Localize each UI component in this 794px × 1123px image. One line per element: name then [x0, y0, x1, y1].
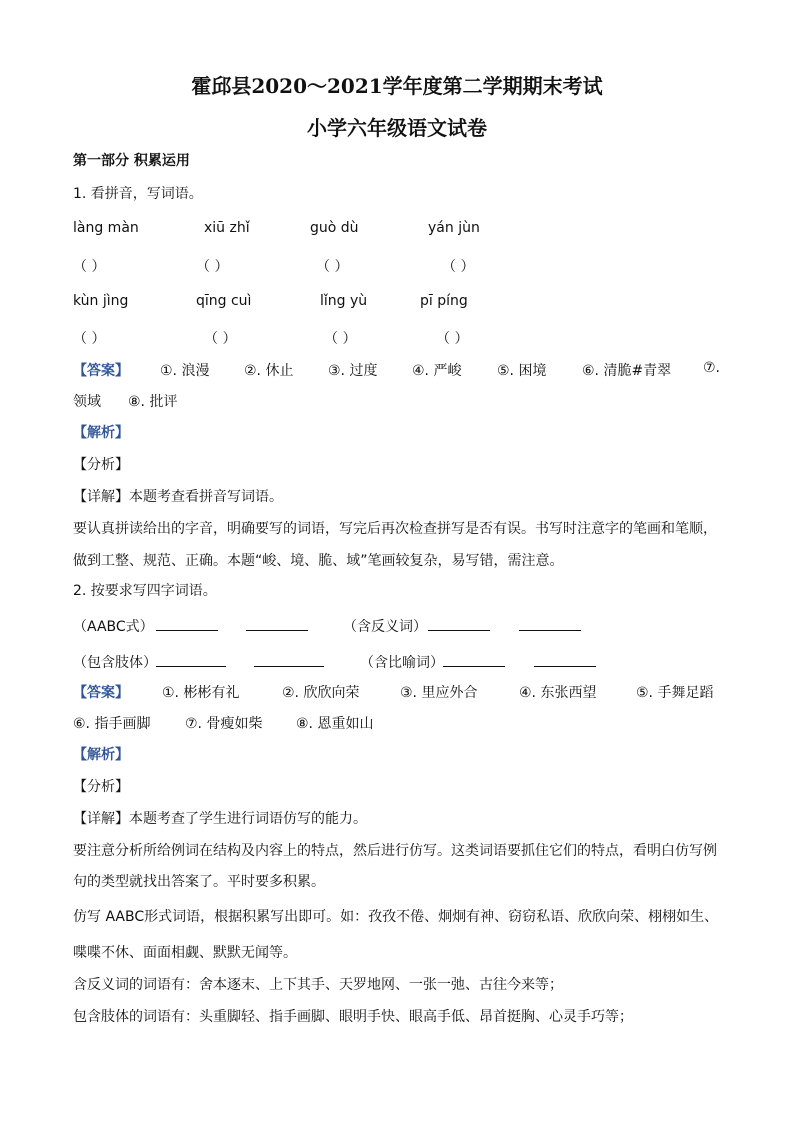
page-title: 霍邱县2020～2021学年度第二学期期末考试 [191, 74, 603, 98]
answer-paren[interactable]: （ ） [204, 331, 237, 347]
question-1-stem: 1. 看拼音，写词语。 [73, 186, 203, 202]
label-metaphor: （含比喻词） [360, 655, 444, 671]
answer-item: 领域 [73, 394, 101, 410]
answer-paren[interactable]: （ ） [196, 259, 229, 275]
answer-item: ①. 彬彬有礼 [162, 685, 240, 701]
answer-item: ⑥. 清脆#青翠 [582, 363, 672, 379]
answer-item: ③. 里应外合 [400, 685, 478, 701]
answer-blank[interactable] [534, 652, 596, 667]
answer-blank[interactable] [443, 652, 505, 667]
fenxi-label: 【分析】 [73, 779, 129, 795]
paragraph: 句的类型就找出答案了。平时要多积累。 [73, 874, 325, 890]
paragraph: 要认真拼读给出的字音，明确要写的词语，写完后再次检查拼写是否有误。书写时注意字的笔画和笔顺， [73, 521, 717, 537]
answer-item: ②. 欣欣向荣 [282, 685, 360, 701]
answer-item: ②. 休止 [244, 363, 294, 379]
detail-text: 【详解】本题考查看拼音写词语。 [73, 489, 283, 505]
fenxi-label: 【分析】 [73, 457, 129, 473]
label-antonym: （含反义词） [343, 619, 427, 635]
paragraph: 喋喋不休、面面相觑、默默无闻等。 [73, 945, 297, 961]
answer-item: ⑤. 手舞足蹈 [636, 685, 714, 701]
analysis-tag: 【解析】 [73, 425, 129, 441]
answer-blank[interactable] [156, 616, 218, 631]
answer-item: ⑧. 批评 [128, 394, 178, 410]
page-subtitle: 小学六年级语文试卷 [307, 116, 487, 140]
answer-item: ④. 东张西望 [519, 685, 597, 701]
paragraph: 做到工整、规范、正确。本题“峻、境、脆、域”笔画较复杂，易写错，需注意。 [73, 553, 564, 569]
pinyin-item: guò dù [310, 220, 359, 236]
pinyin-item: lǐng yù [320, 293, 368, 309]
pinyin-item: qīng cuì [196, 293, 252, 309]
paragraph: 仿写 AABC形式词语，根据积累写出即可。如：孜孜不倦、炯炯有神、窃窃私语、欣欣向荣、栩栩如生、 [73, 909, 719, 925]
pinyin-item: kùn jìng [73, 293, 129, 309]
answer-blank[interactable] [246, 616, 308, 631]
label-aabc: （AABC式） [73, 619, 154, 635]
pinyin-item: làng màn [73, 220, 139, 236]
answer-item: ④. 严峻 [412, 363, 462, 379]
answer-item: ⑧. 恩重如山 [296, 716, 374, 732]
pinyin-item: yán jùn [428, 220, 480, 236]
paragraph: 包含肢体的词语有：头重脚轻、指手画脚、眼明手快、眼高手低、昂首挺胸、心灵手巧等； [73, 1009, 633, 1025]
answer-tag: 【答案】 [73, 363, 129, 379]
pinyin-item: xiū zhǐ [204, 220, 250, 236]
answer-paren[interactable]: （ ） [324, 331, 357, 347]
answer-blank[interactable] [428, 616, 490, 631]
answer-paren[interactable]: （ ） [316, 259, 349, 275]
label-body: （包含肢体） [73, 655, 157, 671]
answer-paren[interactable]: （ ） [436, 331, 469, 347]
answer-paren[interactable]: （ ） [73, 331, 106, 347]
answer-blank[interactable] [519, 616, 581, 631]
answer-item: ⑤. 困境 [497, 363, 547, 379]
answer-item: ⑥. 指手画脚 [73, 716, 151, 732]
answer-item: ⑦. 骨瘦如柴 [185, 716, 263, 732]
answer-paren[interactable]: （ ） [442, 259, 475, 275]
answer-blank[interactable] [156, 652, 226, 667]
question-2-stem: 2. 按要求写四字词语。 [73, 583, 217, 599]
analysis-tag: 【解析】 [73, 747, 129, 763]
paragraph: 含反义词的词语有：舍本逐末、上下其手、天罗地网、一张一弛、古往今来等； [73, 977, 563, 993]
answer-paren[interactable]: （ ） [73, 259, 106, 275]
answer-item: ⑦. [703, 360, 721, 376]
pinyin-item: pī píng [420, 293, 468, 309]
answer-item: ①. 浪漫 [160, 363, 210, 379]
detail-text: 【详解】本题考查了学生进行词语仿写的能力。 [73, 811, 367, 827]
answer-blank[interactable] [254, 652, 324, 667]
section-title: 第一部分 积累运用 [73, 153, 190, 169]
answer-tag: 【答案】 [73, 685, 129, 701]
answer-item: ③. 过度 [328, 363, 378, 379]
paragraph: 要注意分析所给例词在结构及内容上的特点，然后进行仿写。这类词语要抓住它们的特点，看明白仿写例 [73, 843, 717, 859]
